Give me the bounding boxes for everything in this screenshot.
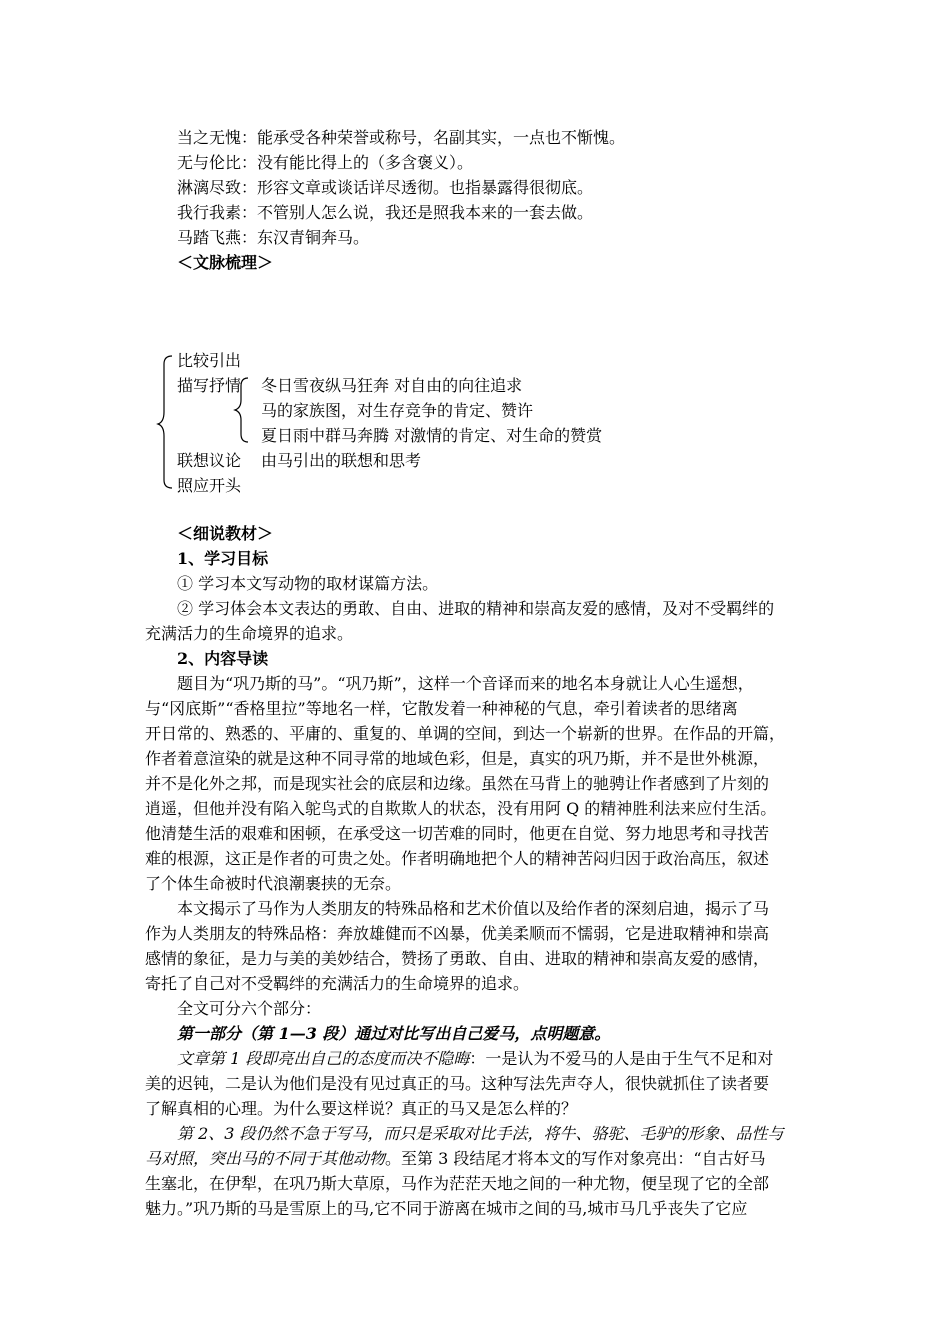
p2-line-1: 本文揭示了马作为人类朋友的特殊品格和艺术价值以及给作者的深刻启迪，揭示了马 bbox=[177, 899, 770, 918]
outline-sub-3: 夏日雨中群马奔腾 对激情的肯定、对生命的赞赏 bbox=[261, 426, 603, 445]
vocab-line-1: 当之无愧：能承受各种荣誉或称号，名副其实，一点也不惭愧。 bbox=[177, 128, 626, 147]
parts-intro: 全文可分六个部分： bbox=[177, 999, 322, 1018]
goal-1: ① 学习本文写动物的取材谋篇方法。 bbox=[177, 574, 439, 593]
goals-heading: 1、学习目标 bbox=[177, 549, 269, 568]
p1-line-4: 作者着意渲染的就是这种不同寻常的地域色彩，但是，真实的巩乃斯，并不是世外桃源， bbox=[145, 749, 770, 768]
outline-main-4: 照应开头 bbox=[177, 476, 242, 495]
section-heading-outline: ＜文脉梳理＞ bbox=[177, 253, 274, 272]
p4-line-2 bbox=[145, 1148, 766, 1170]
guide-heading: 2、内容导读 bbox=[177, 649, 269, 668]
p1-line-9: 了个体生命被时代浪潮裹挟的无奈。 bbox=[145, 874, 402, 893]
p1-line-7: 他清楚生活的艰难和困顿，在承受这一切苦难的同时，他更在自觉、努力地思考和寻找苦 bbox=[145, 824, 770, 843]
p1-line-5: 并不是化外之邦，而是现实社会的底层和边缘。虽然在马背上的驰骋让作者感到了片刻的 bbox=[145, 774, 770, 793]
p3-italic-lead: 文章第 1 段即亮出自己的态度而决不隐晦 bbox=[177, 1049, 470, 1068]
outer-brace bbox=[158, 356, 172, 488]
p2-line-3: 感情的象征，是力与美的美妙结合，赞扬了勇敢、自由、进取的精神和崇高友爱的感情， bbox=[145, 949, 770, 968]
p1-line-8: 难的根源，这正是作者的可贵之处。作者明确地把个人的精神苦闷归因于政治高压，叙述 bbox=[145, 849, 770, 868]
p3-rest: ：一是认为不爱马的人是由于生气不足和对 bbox=[469, 1049, 774, 1068]
p3-line-2: 美的迟钝，二是认为他们是没有见过真正的马。这种写法先声夺人，很快就抓住了读者要 bbox=[145, 1074, 770, 1093]
vocab-line-5: 马踏飞燕：东汉青铜奔马。 bbox=[177, 228, 370, 247]
p4-line-3: 生塞北，在伊犁，在巩乃斯大草原，马作为茫茫天地之间的一种尤物，便呈现了它的全部 bbox=[145, 1174, 770, 1193]
p1-line-6: 逍遥，但他并没有陷入鸵鸟式的自欺欺人的状态，没有用阿 Q 的精神胜利法来应付生活。 bbox=[145, 799, 777, 818]
p1-line-2: 与“冈底斯”“香格里拉”等地名一样，它散发着一种神秘的气息，牵引着读者的思绪离 bbox=[145, 699, 738, 718]
p4-rest: 。至第 3 段结尾才将本文的写作对象亮出：“自古好马 bbox=[385, 1149, 766, 1168]
vocab-line-4: 我行我素：不管别人怎么说，我还是照我本来的一套去做。 bbox=[177, 203, 594, 222]
outline-sub-1: 冬日雪夜纵马狂奔 对自由的向往追求 bbox=[261, 376, 523, 395]
goal-2-line-1: ② 学习体会本文表达的勇敢、自由、进取的精神和崇高友爱的感情，及对不受羁绊的 bbox=[177, 599, 775, 618]
p4-italic-lead: 马对照，突出马的不同于其他动物 bbox=[145, 1149, 386, 1168]
p2-line-2: 作为人类朋友的特殊品格：奔放雄健而不凶暴，优美柔顺而不懦弱，它是进取精神和崇高 bbox=[145, 924, 770, 943]
outline-main-3: 联想议论 bbox=[177, 451, 242, 470]
outline-main-2: 描写抒情 bbox=[177, 376, 242, 395]
outline-assoc: 由马引出的联想和思考 bbox=[261, 451, 422, 470]
p1-line-3: 开日常的、熟悉的、平庸的、重复的、单调的空间，到达一个崭新的世界。在作品的开篇， bbox=[145, 724, 786, 743]
p4-line-1: 第 2、3 段仍然不急于写马，而只是采取对比手法，将牛、骆驼、毛驴的形象、品性与 bbox=[177, 1124, 784, 1143]
p1-line-1: 题目为“巩乃斯的马”。“巩乃斯”，这样一个音译而来的地名本身就让人心生遥想， bbox=[177, 674, 754, 693]
goal-2-line-2: 充满活力的生命境界的追求。 bbox=[145, 624, 354, 643]
p3-line-1 bbox=[177, 1048, 773, 1070]
part-1-title: 第一部分（第 1—3 段）通过对比写出自己爱马，点明题意。 bbox=[177, 1024, 611, 1043]
p4-line-4: 魅力。”巩乃斯的马是雪原上的马,它不同于游离在城市之间的马,城市马几乎丧失了它应 bbox=[145, 1199, 748, 1218]
p3-line-3: 了解真相的心理。为什么要这样说？真正的马又是怎么样的？ bbox=[145, 1099, 578, 1118]
section-heading-detail: ＜细说教材＞ bbox=[177, 524, 274, 543]
outline-main-1: 比较引出 bbox=[177, 351, 242, 370]
vocab-line-2: 无与伦比：没有能比得上的（多含褒义）。 bbox=[177, 153, 474, 172]
p2-line-4: 寄托了自己对不受羁绊的充满活力的生命境界的追求。 bbox=[145, 974, 530, 993]
vocab-line-3: 淋漓尽致：形容文章或谈话详尽透彻。也指暴露得很彻底。 bbox=[177, 178, 594, 197]
outline-sub-2: 马的家族图，对生存竞争的肯定、赞许 bbox=[261, 401, 534, 420]
